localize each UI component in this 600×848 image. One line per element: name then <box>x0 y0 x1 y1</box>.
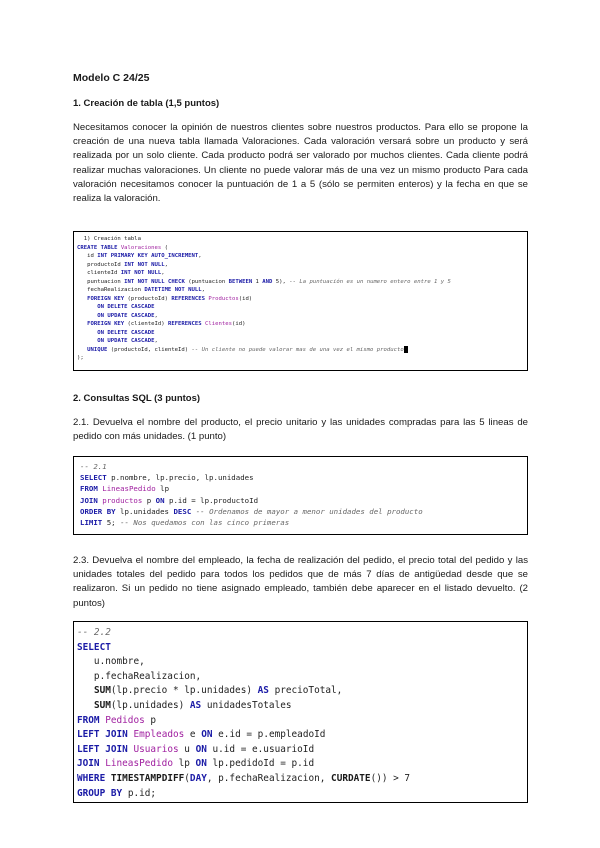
code-line: -- 2.1 <box>80 462 107 471</box>
section1-paragraph: Necesitamos conocer la opinión de nuestros clientes sobre nuestros productos. Para ello se propone la creación de una nueva tabla llamada Valoraciones. Cada valoración versará sobre un producto y será realizada por un solo cliente. Cada producto podrá ser valorado por muchos clientes. Cada cliente podrá realizar muchas valoraciones. Un cliente no puede valorar más de una vez un mismo producto Para cada valoración necesitamos conocer la puntuación de 1 a 5 (sólo se permiten enteros) y la fecha en que se realiza la valoración. <box>73 122 528 205</box>
code-line: ON UPDATE CASCADE, <box>97 338 158 344</box>
code-line: ); <box>77 355 84 361</box>
code-line: LEFT JOIN Usuarios u ON u.id = e.usuarioId <box>77 743 315 755</box>
code-line: fechaRealizacion DATETIME NOT NULL, <box>77 287 206 293</box>
code-line: ORDER BY lp.unidades DESC -- Ordenamos de mayor a menor unidades del producto <box>80 506 423 516</box>
code-line: UNIQUE (productoId, clienteId) -- Un cliente no puede valorar mas de una vez el mismo producto <box>77 346 524 355</box>
code-line: LEFT JOIN Empleados e ON e.id = p.empleadoId <box>77 729 326 741</box>
code-line: LIMIT 5; -- Nos quedamos con las cinco primeras <box>80 518 290 528</box>
query-2-1-code-block <box>73 456 528 535</box>
code-line: SUM(lp.precio * lp.unidades) AS precioTotal, <box>93 685 343 697</box>
code-line: JOIN productos p ON p.id = lp.productoId <box>80 495 259 505</box>
code-line: productoId INT NOT NULL, <box>77 261 168 268</box>
section1-heading: 1. Creación de tabla (1,5 puntos) <box>73 98 220 109</box>
code-line: FOREIGN KEY (clienteId) REFERENCES Clientes(id) <box>87 321 246 327</box>
code-line: p.fechaRealizacion, <box>77 670 202 682</box>
document-title: Modelo C 24/25 <box>73 72 150 84</box>
code-line: puntuacion INT NOT NULL CHECK (puntuacion BETWEEN 1 AND 5), -- La puntuación es un numero entero entre 1 y 5 <box>77 278 451 285</box>
question-2-3-text: 2.3. Devuelva el nombre del empleado, la fecha de realización del pedido, el precio total del pedido y las unidades totales del pedido para todos los pedidos que de más 7 días de antigüedad desde que se realizaron. Si un pedido no tiene asignado empleado, también debe aparecer en el listado devuelto. (2 puntos) <box>73 555 528 609</box>
code-line: clienteId INT NOT NULL, <box>77 270 165 276</box>
section2-heading: 2. Consultas SQL (3 puntos) <box>73 393 201 404</box>
code-line: SUM(lp.unidades) AS unidadesTotales <box>93 699 292 711</box>
code-line: ON DELETE CASCADE <box>97 329 155 336</box>
query-2-3-code-block <box>73 621 528 803</box>
create-table-code-block <box>73 231 528 371</box>
code-line: ON UPDATE CASCADE, <box>97 312 158 319</box>
code-line: GROUP BY p.id; <box>77 787 157 799</box>
code-line: WHERE TIMESTAMPDIFF(DAY, p.fechaRealizacion, CURDATE()) > 7 <box>77 772 411 784</box>
text-cursor <box>404 346 408 353</box>
code-line: SELECT p.nombre, lp.precio, lp.unidades <box>80 473 254 483</box>
code-line: FROM Pedidos p <box>77 714 157 726</box>
code-line: FROM LineasPedido lp <box>80 484 170 494</box>
code-line: ON DELETE CASCADE <box>97 304 155 310</box>
code-line: CREATE TABLE Valoraciones ( <box>77 244 168 251</box>
code-line: id INT PRIMARY KEY AUTO_INCREMENT, <box>77 253 202 259</box>
question-2-1-text: 2.1. Devuelva el nombre del producto, el precio unitario y las unidades compradas para las 5 lineas de pedido con más unidades. (1 punto) <box>73 417 528 443</box>
code-line: FOREIGN KEY (productoId) REFERENCES Productos(id) <box>87 295 253 302</box>
code-line: 1) Creación tabla <box>77 236 141 242</box>
code-line: -- 2.2 <box>77 627 111 638</box>
code-line: JOIN LineasPedido lp ON lp.pedidoId = p.id <box>77 758 315 770</box>
code-line: SELECT <box>77 641 111 653</box>
code-line: u.nombre, <box>77 656 145 668</box>
